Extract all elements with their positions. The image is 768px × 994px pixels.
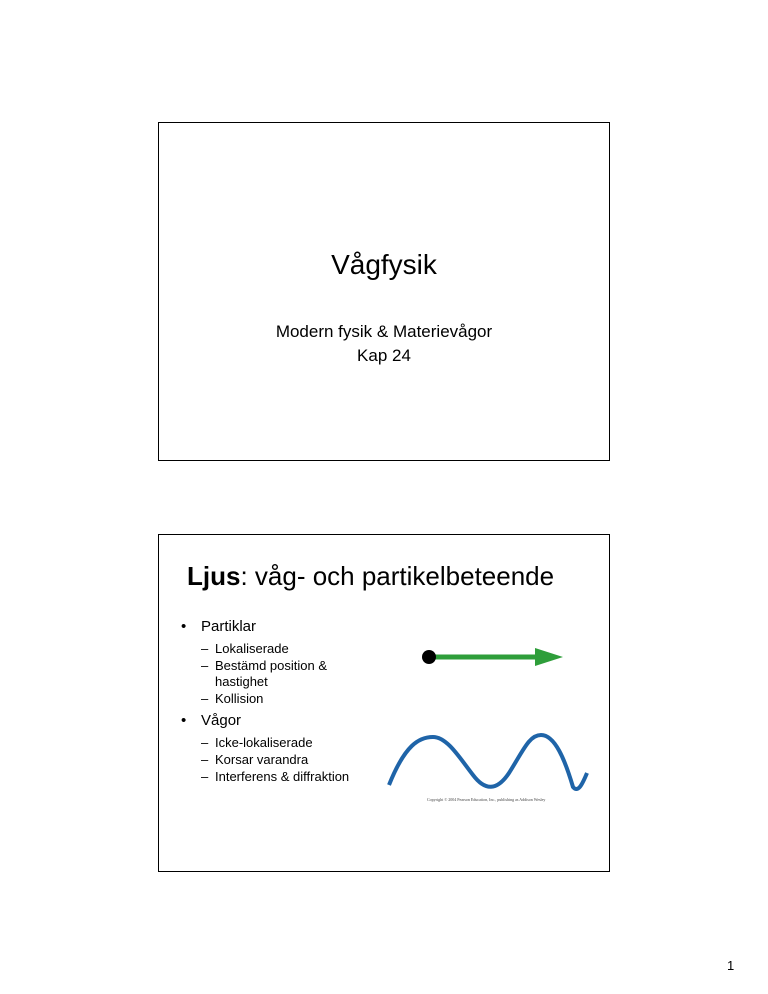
slide-1-subtitle-line2: Kap 24 bbox=[357, 346, 411, 365]
sub-bullet: – Korsar varandra bbox=[201, 752, 309, 767]
bullet-vagor: • Vågor bbox=[181, 712, 242, 729]
page-number: 1 bbox=[727, 958, 735, 973]
particle-wave-figure bbox=[385, 625, 595, 815]
slide-2-title-bold: Ljus bbox=[187, 561, 241, 591]
sub-bullet: – Bestämd position & hastighet bbox=[201, 658, 328, 689]
slide-1 bbox=[158, 122, 610, 461]
sub-bullet: – Icke-lokaliserade bbox=[201, 735, 313, 750]
figure-copyright: Copyright © 2004 Pearson Education, Inc., publishing as Addison Wesley bbox=[427, 797, 546, 802]
particle-dot bbox=[422, 650, 436, 664]
bullet-partiklar: • Partiklar bbox=[181, 618, 257, 635]
bullet-label: Partiklar bbox=[201, 618, 257, 635]
slide-2-title bbox=[187, 560, 554, 592]
slide-1-subtitle-line1: Modern fysik & Materievågor bbox=[275, 322, 493, 341]
slide-2-title-rest: : våg- och partikelbeteende bbox=[240, 561, 555, 591]
sub-bullet: – Interferens & diffraktion bbox=[201, 769, 350, 784]
sub-bullet: – Kollision bbox=[201, 691, 264, 706]
bullet-label: Vågor bbox=[201, 712, 242, 729]
bullet-list bbox=[181, 617, 401, 789]
wave-curve bbox=[389, 735, 587, 789]
slide-2 bbox=[158, 534, 610, 872]
particle-arrow-head bbox=[535, 648, 563, 666]
sub-bullet: – Lokaliserade bbox=[201, 641, 289, 656]
sub-bullet-list bbox=[201, 641, 401, 707]
sub-bullet-list bbox=[201, 735, 401, 785]
slide-1-title: Vågfysik bbox=[331, 249, 437, 280]
